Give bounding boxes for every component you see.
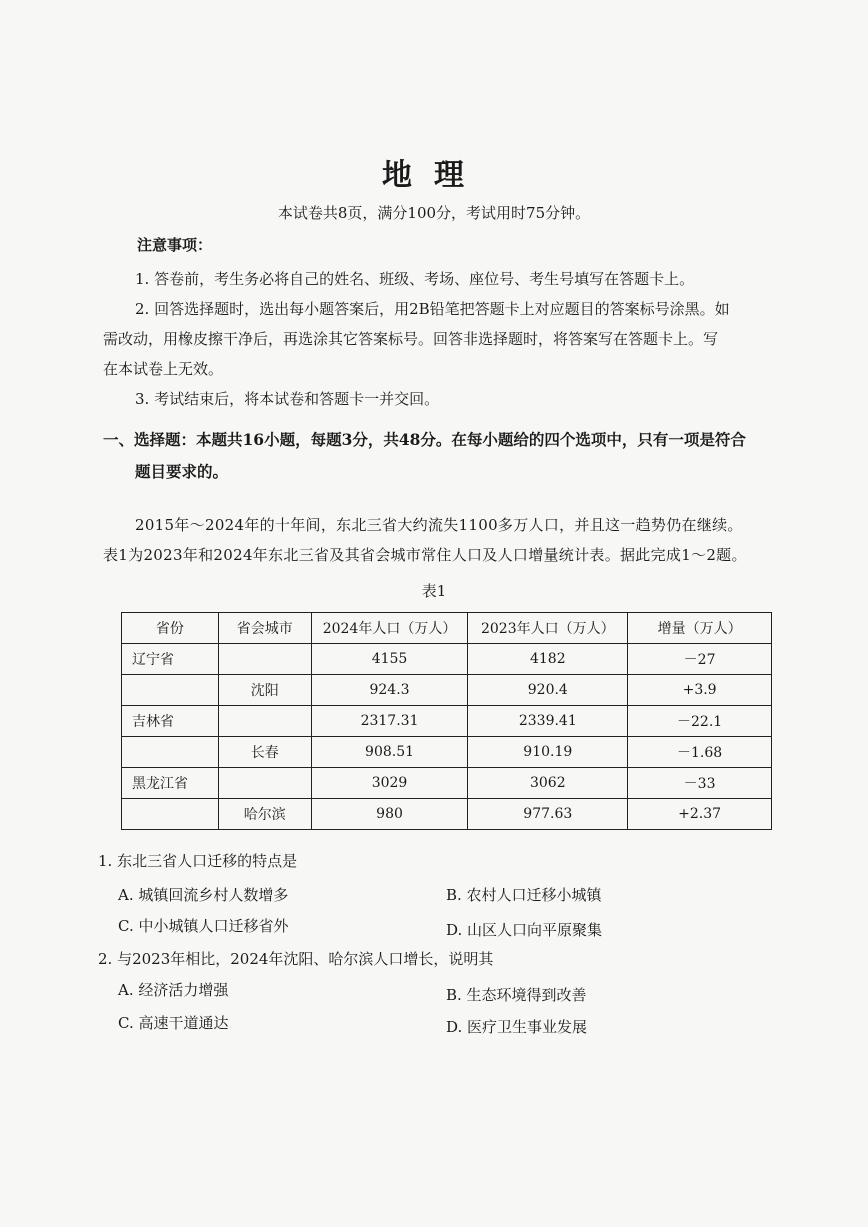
section-heading — [103, 424, 783, 488]
cell-increment: －27 — [628, 644, 772, 675]
section-heading-line-1: 一、选择题：本题共16小题，每题3分，共48分。在每小题给的四个选项中，只有一项是符合 — [103, 430, 746, 449]
cell-province: 辽宁省 — [122, 644, 219, 675]
cell-province: 吉林省 — [122, 706, 219, 737]
cell-capital: 哈尔滨 — [218, 799, 311, 830]
question-2-stem: 2. 与2023年相比，2024年沈阳、哈尔滨人口增长，说明其 — [98, 950, 494, 968]
cell-increment: －1.68 — [628, 737, 772, 768]
notice-item-3: 3. 考试结束后，将本试卷和答题卡一并交回。 — [135, 390, 440, 408]
table-row — [122, 675, 772, 706]
cell-increment: +3.9 — [628, 675, 772, 706]
cell-pop-2023: 2339.41 — [468, 706, 628, 737]
header-capital: 省会城市 — [218, 613, 311, 644]
question-1-option-d[interactable]: D. 山区人口向平原聚集 — [446, 921, 603, 939]
question-2-option-c[interactable]: C. 高速干道通达 — [118, 1014, 229, 1032]
notice-item-2-line-3: 在本试卷上无效。 — [103, 360, 224, 378]
cell-pop-2024: 980 — [311, 799, 468, 830]
header-province: 省份 — [122, 613, 219, 644]
section-heading-line-2: 题目要求的。 — [135, 462, 229, 481]
exam-info: 本试卷共8页，满分100分，考试用时75分钟。 — [277, 204, 591, 222]
cell-province: 黑龙江省 — [122, 768, 219, 799]
header-pop-2024: 2024年人口（万人） — [311, 613, 468, 644]
notice-item-1: 1. 答卷前，考生务必将自己的姓名、班级、考场、座位号、考生号填写在答题卡上。 — [135, 270, 695, 288]
cell-capital — [218, 706, 311, 737]
table-row — [122, 737, 772, 768]
cell-pop-2024: 3029 — [311, 768, 468, 799]
question-1-stem: 1. 东北三省人口迁移的特点是 — [98, 852, 298, 870]
notice-item-2-line-1: 2. 回答选择题时，选出每小题答案后，用2B铅笔把答题卡上对应题目的答案标号涂黑。如 — [135, 300, 730, 318]
question-2-option-a[interactable]: A. 经济活力增强 — [118, 981, 229, 999]
cell-pop-2023: 977.63 — [468, 799, 628, 830]
cell-increment: －22.1 — [628, 706, 772, 737]
table-row — [122, 706, 772, 737]
passage — [103, 510, 783, 570]
cell-capital: 沈阳 — [218, 675, 311, 706]
cell-province — [122, 799, 219, 830]
header-increment: 增量（万人） — [628, 613, 772, 644]
header-pop-2023: 2023年人口（万人） — [468, 613, 628, 644]
cell-pop-2024: 4155 — [311, 644, 468, 675]
cell-pop-2024: 908.51 — [311, 737, 468, 768]
question-1-option-b[interactable]: B. 农村人口迁移小城镇 — [446, 886, 602, 904]
cell-pop-2023: 910.19 — [468, 737, 628, 768]
cell-increment: －33 — [628, 768, 772, 799]
cell-capital — [218, 644, 311, 675]
cell-pop-2023: 4182 — [468, 644, 628, 675]
cell-province — [122, 737, 219, 768]
notice-item-2-line-2: 需改动，用橡皮擦干净后，再选涂其它答案标号。回答非选择题时，将答案写在答题卡上。写 — [103, 330, 719, 348]
table-row — [122, 768, 772, 799]
cell-pop-2024: 924.3 — [311, 675, 468, 706]
cell-capital: 长春 — [218, 737, 311, 768]
question-1-option-c[interactable]: C. 中小城镇人口迁移省外 — [118, 917, 289, 935]
cell-pop-2023: 920.4 — [468, 675, 628, 706]
table-row — [122, 799, 772, 830]
notice-items — [103, 264, 775, 414]
table-caption: 表1 — [421, 582, 447, 600]
cell-province — [122, 675, 219, 706]
cell-increment: +2.37 — [628, 799, 772, 830]
question-1-option-a[interactable]: A. 城镇回流乡村人数增多 — [118, 886, 289, 904]
passage-line-2: 表1为2023年和2024年东北三省及其省会城市常住人口及人口增量统计表。据此完成1～2题。 — [103, 546, 747, 564]
passage-line-1: 2015年～2024年的十年间，东北三省大约流失1100多万人口，并且这一趋势仍在继续。 — [135, 516, 743, 534]
table-row — [122, 644, 772, 675]
cell-capital — [218, 768, 311, 799]
question-2-option-b[interactable]: B. 生态环境得到改善 — [446, 986, 587, 1004]
page-title: 地理 — [382, 158, 486, 193]
table-header-row — [122, 613, 772, 644]
cell-pop-2023: 3062 — [468, 768, 628, 799]
notice-heading: 注意事项： — [137, 236, 213, 254]
population-table — [121, 612, 772, 830]
cell-pop-2024: 2317.31 — [311, 706, 468, 737]
question-2-option-d[interactable]: D. 医疗卫生事业发展 — [446, 1018, 588, 1036]
